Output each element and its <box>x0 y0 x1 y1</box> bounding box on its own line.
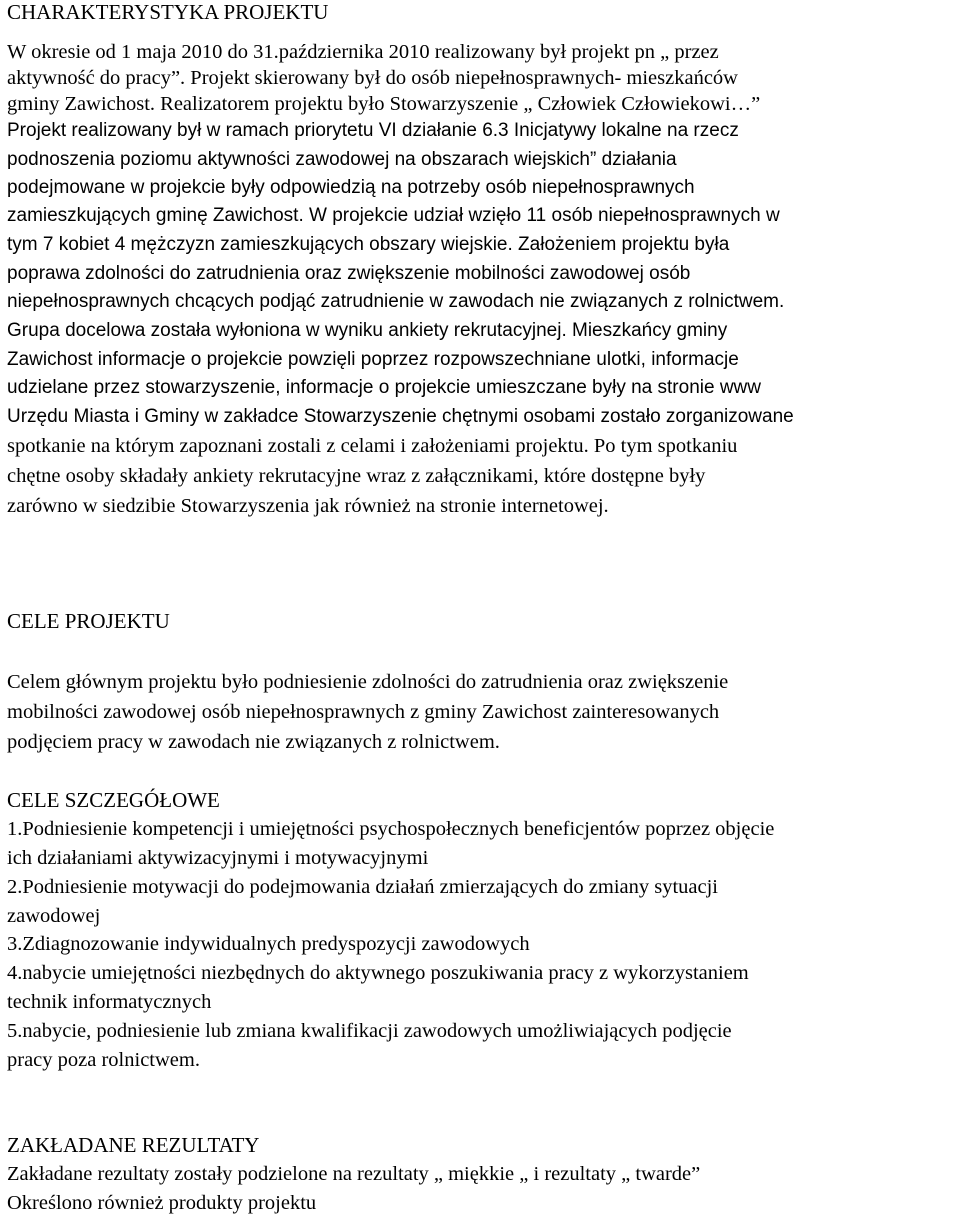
heading-cele-szczegolowe: CELE SZCZEGÓŁOWE <box>7 788 220 812</box>
paragraph-line: aktywność do pracy”. Projekt skierowany był do osób niepełnosprawnych- mieszkańców <box>7 67 738 89</box>
list-item: 2.Podniesienie motywacji do podejmowania działań zmierzających do zmiany sytuacji <box>7 876 719 898</box>
paragraph-line: Celem głównym projektu było podniesienie zdolności do zatrudnienia oraz zwiększenie <box>7 671 729 693</box>
paragraph-line: spotkanie na którym zapoznani zostali z celami i założeniami projektu. Po tym spotkaniu <box>7 435 738 457</box>
list-item: technik informatycznych <box>7 991 212 1013</box>
list-item: 3.Zdiagnozowanie indywidualnych predyspozycji zawodowych <box>7 933 530 955</box>
paragraph-line: Projekt realizowany był w ramach priorytetu VI działanie 6.3 Inicjatywy lokalne na rzecz <box>7 120 739 141</box>
list-item: 5.nabycie, podniesienie lub zmiana kwalifikacji zawodowych umożliwiających podjęcie <box>7 1020 732 1042</box>
list-item: pracy poza rolnictwem. <box>7 1049 200 1071</box>
heading-zakladane-rezultaty: ZAKŁADANE REZULTATY <box>7 1133 260 1157</box>
paragraph-line: podjęciem pracy w zawodach nie związanych z rolnictwem. <box>7 731 500 753</box>
paragraph-line: Zawichost informacje o projekcie powzięli poprzez rozpowszechniane ulotki, informacje <box>7 349 739 370</box>
paragraph-line: podejmowane w projekcie były odpowiedzią na potrzeby osób niepełnosprawnych <box>7 177 695 198</box>
paragraph-line: mobilności zawodowej osób niepełnosprawnych z gminy Zawichost zainteresowanych <box>7 701 720 723</box>
heading-charakterystyka: CHARAKTERYSTYKA PROJEKTU <box>7 0 329 24</box>
list-item: 4.nabycie umiejętności niezbędnych do aktywnego poszukiwania pracy z wykorzystaniem <box>7 962 749 984</box>
paragraph-line: Grupa docelowa została wyłoniona w wyniku ankiety rekrutacyjnej. Mieszkańcy gminy <box>7 320 728 341</box>
list-item: ich działaniami aktywizacyjnymi i motywacyjnymi <box>7 847 429 869</box>
list-item: 1.Podniesienie kompetencji i umiejętności psychospołecznych beneficjentów poprzez objęcie <box>7 818 775 840</box>
paragraph-line: Urzędu Miasta i Gminy w zakładce Stowarzyszenie chętnymi osobami zostało zorganizowane <box>7 406 794 427</box>
paragraph-line: udzielane przez stowarzyszenie, informacje o projekcie umieszczane były na stronie www <box>7 377 761 398</box>
paragraph-line: gminy Zawichost. Realizatorem projektu było Stowarzyszenie „ Człowiek Człowiekowi…” <box>7 93 761 115</box>
paragraph-line: tym 7 kobiet 4 mężczyzn zamieszkujących obszary wiejskie. Założeniem projektu była <box>7 234 730 255</box>
paragraph-line: Zakładane rezultaty zostały podzielone na rezultaty „ miękkie „ i rezultaty „ twarde” <box>7 1163 701 1185</box>
paragraph-line: chętne osoby składały ankiety rekrutacyjne wraz z załącznikami, które dostępne były <box>7 465 706 487</box>
heading-cele-projektu: CELE PROJEKTU <box>7 609 170 633</box>
paragraph-line: Określono również produkty projektu <box>7 1192 317 1214</box>
paragraph-line: zamieszkujących gminę Zawichost. W projekcie udział wzięło 11 osób niepełnosprawnych w <box>7 205 780 226</box>
paragraph-line: podnoszenia poziomu aktywności zawodowej na obszarach wiejskich” działania <box>7 149 677 170</box>
list-item: zawodowej <box>7 905 101 927</box>
paragraph-line: W okresie od 1 maja 2010 do 31.października 2010 realizowany był projekt pn „ przez <box>7 41 719 63</box>
paragraph-line: zarówno w siedzibie Stowarzyszenia jak również na stronie internetowej. <box>7 495 609 517</box>
paragraph-line: poprawa zdolności do zatrudnienia oraz zwiększenie mobilności zawodowej osób <box>7 263 691 284</box>
paragraph-line: niepełnosprawnych chcących podjąć zatrudnienie w zawodach nie związanych z rolnictwem. <box>7 291 785 312</box>
